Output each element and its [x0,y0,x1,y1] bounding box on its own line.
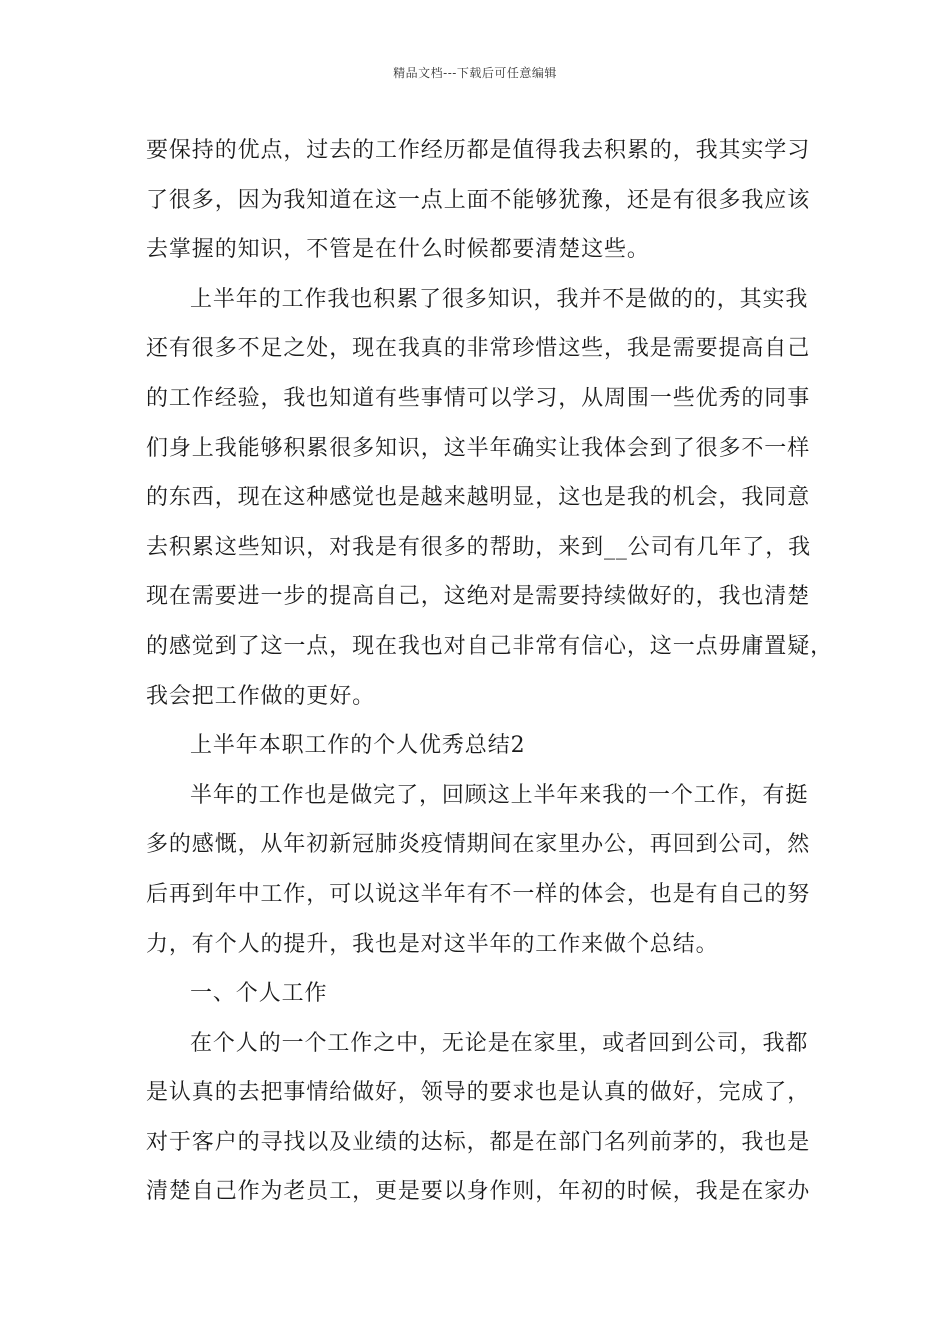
text-line: 们身上我能够积累很多知识，这半年确实让我体会到了很多不一样 [146,435,811,461]
paragraph-start: 在个人的一个工作之中，无论是在家里，或者回到公司，我都 [190,1030,809,1056]
subsection-heading: 一、个人工作 [190,981,328,1007]
text-line: 力，有个人的提升，我也是对这半年的工作来做个总结。 [146,931,719,957]
text-line: 现在需要进一步的提高自己，这绝对是需要持续做好的，我也清楚 [146,584,811,610]
paragraph-start: 上半年的工作我也积累了很多知识，我并不是做的的，其实我 [190,286,809,312]
text-line: 去掌握的知识，不管是在什么时候都要清楚这些。 [146,237,650,263]
section-title: 上半年本职工作的个人优秀总结2 [190,733,526,759]
text-line: 是认真的去把事情给做好，领导的要求也是认真的做好，完成了， [146,1080,811,1106]
text-line: 清楚自己作为老员工，更是要以身作则，年初的时候，我是在家办 [146,1179,811,1205]
text-line: 后再到年中工作，可以说这半年有不一样的体会，也是有自己的努 [146,881,811,907]
text-line: 的工作经验，我也知道有些事情可以学习，从周围一些优秀的同事 [146,385,811,411]
text-line: 要保持的优点，过去的工作经历都是值得我去积累的，我其实学习 [146,138,811,163]
document-body [146,126,834,1217]
text-line: 去积累这些知识，对我是有很多的帮助，来到__公司有几年了，我 [146,534,812,560]
text-line: 的东西，现在这种感觉也是越来越明显，这也是我的机会，我同意 [146,485,811,511]
text-line: 了很多，因为我知道在这一点上面不能够犹豫，还是有很多我应该 [146,187,811,213]
text-line: 我会把工作做的更好。 [146,683,376,709]
text-line: 多的感慨，从年初新冠肺炎疫情期间在家里办公，再回到公司，然 [146,832,811,858]
text-line: 的感觉到了这一点，现在我也对自己非常有信心，这一点毋庸置疑， [146,633,834,659]
text-line: 还有很多不足之处，现在我真的非常珍惜这些，我是需要提高自己 [146,336,811,362]
paragraph-start: 半年的工作也是做完了，回顾这上半年来我的一个工作，有挺 [190,782,809,808]
text-line: 对于客户的寻找以及业绩的达标，都是在部门名列前茅的，我也是 [146,1129,811,1155]
page-header: 精品文档---下载后可任意编辑 [393,66,557,80]
